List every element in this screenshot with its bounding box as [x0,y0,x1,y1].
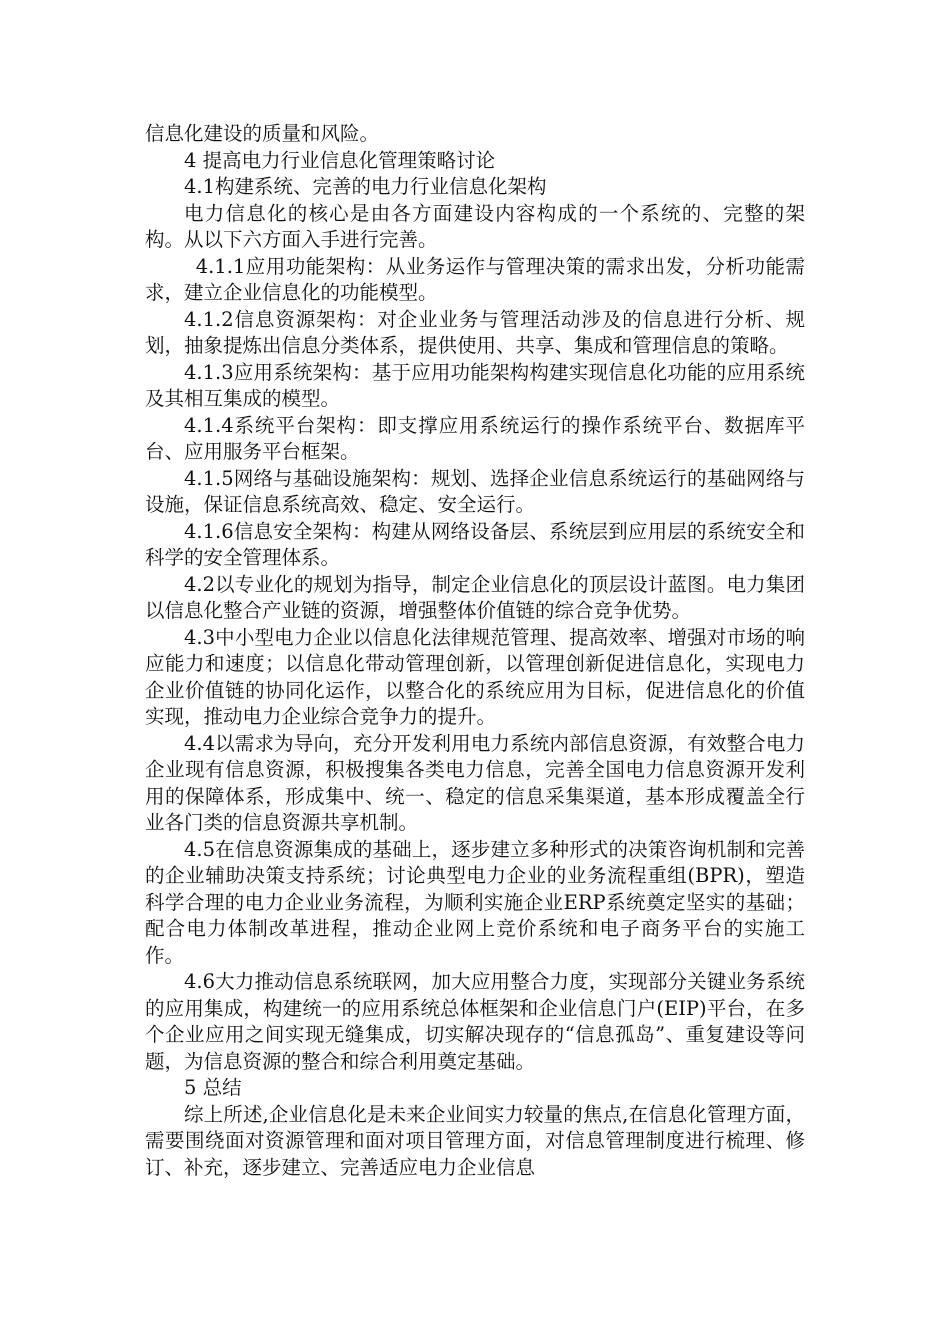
section-heading-5: 5 总结 [184,1076,242,1099]
paragraph-4-1-1: 4.1.1应用功能架构：从业务运作与管理决策的需求出发，分析功能需求，建立企业信息化的功能模型。 [145,254,805,304]
document-body [145,121,805,1181]
paragraph-4-1-2: 4.1.2信息资源架构：对企业业务与管理活动涉及的信息进行分析、规划，抽象提炼出信息分类体系，提供使用、共享、集成和管理信息的策略。 [145,307,805,357]
paragraph-4-3: 4.3中小型电力企业以信息化法律规范管理、提高效率、增强对市场的响应能力和速度；以信息化带动管理创新，以管理创新促进信息化，实现电力企业价值链的协同化运作，以整合化的系统应用为目标，促进信息化的价值实现，推动电力企业综合竞争力的提升。 [145,625,805,728]
paragraph-4-4: 4.4以需求为导向，充分开发利用电力系统内部信息资源，有效整合电力企业现有信息资源，积极搜集各类电力信息，完善全国电力信息资源开发利用的保障体系，形成集中、统一、稳定的信息采集渠道，基本形成覆盖全行业各门类的信息资源共享机制。 [145,731,805,834]
paragraph-4-5: 4.5在信息资源集成的基础上，逐步建立多种形式的决策咨询机制和完善的企业辅助决策支持系统；讨论典型电力企业的业务流程重组(BPR)，塑造科学合理的电力企业业务流程，为顺利实施企业ERP系统奠定坚实的基础；配合电力体制改革进程，推动企业网上竞价系统和电子商务平台的实施工作。 [145,837,805,967]
paragraph-1: 信息化建设的质量和风险。 [145,122,380,145]
paragraph-4-6: 4.6大力推动信息系统联网，加大应用整合力度，实现部分关键业务系统的应用集成，构建统一的应用系统总体框架和企业信息门户(EIP)平台，在多个企业应用之间实现无缝集成，切实解决现存的“信息孤岛”、重复建设等问题，为信息资源的整合和综合利用奠定基础。 [145,970,805,1073]
paragraph-architecture-intro: 电力信息化的核心是由各方面建设内容构成的一个系统的、完整的架构。从以下六方面入手进行完善。 [145,201,805,251]
paragraph-4-1-4: 4.1.4系统平台架构：即支撑应用系统运行的操作系统平台、数据库平台、应用服务平台框架。 [145,413,805,463]
subsection-heading-4-1: 4.1构建系统、完善的电力行业信息化架构 [184,175,547,198]
paragraph-4-1-3: 4.1.3应用系统架构：基于应用功能架构构建实现信息化功能的应用系统及其相互集成的模型。 [145,360,805,410]
section-heading-4: 4 提高电力行业信息化管理策略讨论 [184,148,496,172]
paragraph-summary: 综上所述,企业信息化是未来企业间实力较量的焦点,在信息化管理方面，需要围绕面对资源管理和面对项目管理方面，对信息管理制度进行梳理、修订、补充，逐步建立、完善适应电力企业信息 [145,1102,805,1179]
paragraph-4-1-5: 4.1.5网络与基础设施架构：规划、选择企业信息系统运行的基础网络与设施，保证信息系统高效、稳定、安全运行。 [145,466,805,516]
paragraph-4-2: 4.2以专业化的规划为指导，制定企业信息化的顶层设计蓝图。电力集团以信息化整合产业链的资源，增强整体价值链的综合竞争优势。 [145,572,805,622]
paragraph-4-1-6: 4.1.6信息安全架构：构建从网络设备层、系统层到应用层的系统安全和科学的安全管理体系。 [145,519,805,569]
